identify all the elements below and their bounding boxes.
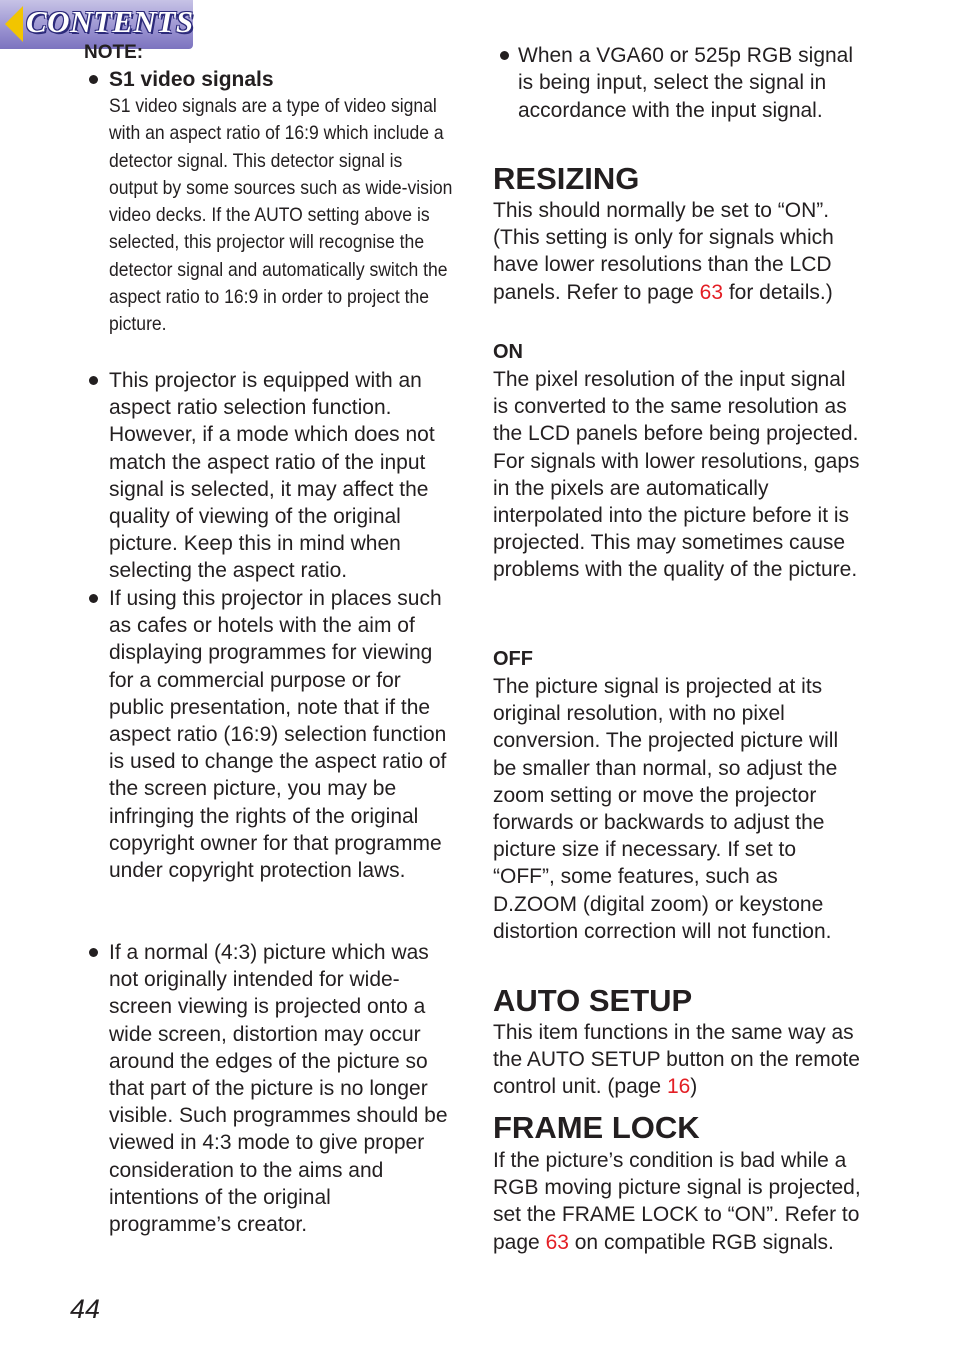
note-item-s1 bbox=[109, 66, 454, 339]
auto-setup-text: This item functions in the same way as the AUTO SETUP button on the remote control unit. (page 16) bbox=[493, 1021, 860, 1099]
note-item-aspect: This projector is equipped with an aspect ratio selection function. However, if a mode which does not match the aspect ratio of the input signal is selected, it may affect the quality of viewing of the original picture. Keep this in mind when selecting the aspect ratio. bbox=[109, 367, 454, 585]
resizing-on-text: The pixel resolution of the input signal is converted to the same resolution as the LCD panels before being projected. For signals with lower resolutions, gaps in the pixels are automatically interpolated into the picture before it is projected. This may sometimes cause problems with the quality of the picture. bbox=[493, 368, 860, 582]
frame-lock-heading: FRAME LOCK bbox=[493, 1110, 700, 1145]
page-ref-link[interactable]: 16 bbox=[666, 1075, 691, 1099]
page-number: 44 bbox=[70, 1294, 101, 1324]
note-item-wide-screen: If a normal (4:3) picture which was not originally intended for wide-screen viewing is projected onto a wide screen, distortion may occur around the edges of the picture so that part of the picture is no longer visible. Such programmes should be viewed in 4:3 mode to give proper consideration to the aims and intentions of the original programme’s creator. bbox=[109, 939, 454, 1238]
arrow-left-icon bbox=[5, 6, 23, 42]
s1-title: S1 video signals bbox=[109, 68, 274, 91]
note-item-copyright: If using this projector in places such as cafes or hotels with the aim of displaying programmes for viewing for a commercial purpose or for public presentation, note that if the aspect ratio (16:9) selection function is used to change the aspect ratio of the screen picture, you may be infringing the rights of the original copyright owner for that programme under copyright protection laws. bbox=[109, 585, 454, 884]
contents-label: CONTENTS bbox=[26, 4, 194, 39]
resizing-intro: This should normally be set to “ON”. (This setting is only for signals which have lower resolutions than the LCD panels. Refer to page 63 for details.) bbox=[493, 199, 834, 304]
note-title: NOTE: bbox=[84, 42, 144, 63]
frame-lock-text: If the picture’s condition is bad while a RGB moving picture signal is projected, set the FRAME LOCK to “ON”. Refer to page 63 on compatible RGB signals. bbox=[493, 1149, 861, 1254]
resizing-on-label: ON bbox=[493, 341, 523, 363]
resizing-off-label: OFF bbox=[493, 648, 533, 670]
resizing-off-text: The picture signal is projected at its original resolution, with no pixel conversion. The projected picture will be smaller than normal, so adjust the zoom setting or move the projector forwards or backwards to adjust the picture size if necessary. If set to “OFF”, some features, such as D.ZOOM (digital zoom) or keystone distortion correction will not function. bbox=[493, 675, 839, 943]
s1-text: S1 video signals are a type of video signal with an aspect ratio of 16:9 which include a detector signal. This detector signal is output by some sources such as wide-vision video decks. If the AUTO setting above is selected, this projector will recognise the detector signal and automatically switch the aspect ratio to 16:9 in order to project the picture. bbox=[109, 95, 453, 336]
page-ref-link[interactable]: 63 bbox=[699, 280, 723, 304]
auto-setup-heading: AUTO SETUP bbox=[493, 983, 693, 1018]
resizing-heading: RESIZING bbox=[493, 161, 640, 196]
page-ref-link[interactable]: 63 bbox=[545, 1230, 569, 1254]
vga-note: When a VGA60 or 525p RGB signal is being input, select the signal in accordance with the input signal. bbox=[518, 42, 863, 124]
